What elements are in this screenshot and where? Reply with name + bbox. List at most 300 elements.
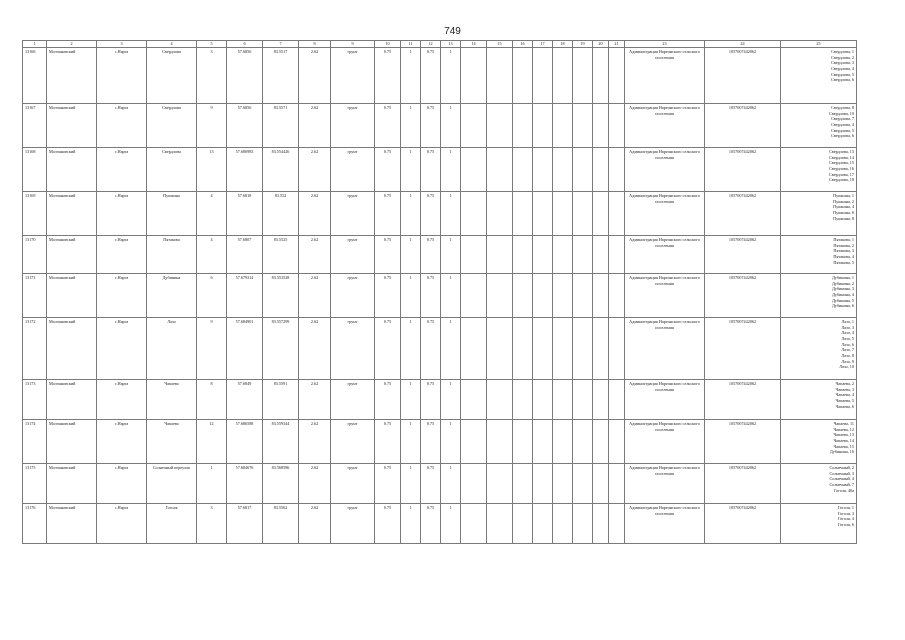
cell-c8: 2.62 <box>299 48 331 104</box>
cell-c21 <box>609 236 625 274</box>
address-line: Пятакова, 3 <box>833 248 854 254</box>
cell-c17 <box>533 148 553 192</box>
address-line: Пятакова, 1 <box>833 237 854 242</box>
cell-lat: 57.6817 <box>227 504 263 544</box>
cell-lat: 57.6856 <box>227 104 263 148</box>
address-line: Дубинина, 5 <box>831 297 854 303</box>
cell-owner: Администрация Наргинского сельского поселения <box>625 380 705 420</box>
cell-addresses <box>781 104 857 148</box>
cell-c11: 1 <box>401 192 421 236</box>
cell-addresses <box>781 148 857 192</box>
cell-c17 <box>533 48 553 104</box>
header-cell: 21 <box>609 41 625 48</box>
cell-c11: 1 <box>401 148 421 192</box>
table-row <box>23 380 857 420</box>
cell-c17 <box>533 236 553 274</box>
cell-addresses <box>781 192 857 236</box>
cell-id: 13176 <box>23 504 47 544</box>
cell-lon: 83.554426 <box>263 148 299 192</box>
cell-c17 <box>533 464 553 504</box>
cell-c13: 1 <box>441 504 461 544</box>
cell-num: 4 <box>197 236 227 274</box>
cell-c10: 0.75 <box>375 504 401 544</box>
cell-surface: грунт <box>331 380 375 420</box>
cell-num: 4 <box>197 192 227 236</box>
cell-id: 13175 <box>23 464 47 504</box>
cell-c15 <box>487 420 513 464</box>
cell-c14 <box>461 236 487 274</box>
address-line: Чапаева, 15 <box>833 443 854 449</box>
cell-ogrn: 1057007442062 <box>705 274 781 318</box>
table-row <box>23 236 857 274</box>
cell-c15 <box>487 192 513 236</box>
cell-ogrn: 1057007442062 <box>705 48 781 104</box>
cell-surface: грунт <box>331 48 375 104</box>
address-line: Чапаева, 5 <box>835 398 854 404</box>
cell-c19 <box>573 236 593 274</box>
cell-c10: 0.75 <box>375 318 401 380</box>
address-line: Пушкина, 6 <box>833 210 854 216</box>
header-cell: 15 <box>487 41 513 48</box>
cell-num: 12 <box>197 420 227 464</box>
cell-c15 <box>487 464 513 504</box>
cell-c12: 0.75 <box>421 464 441 504</box>
cell-id: 13173 <box>23 380 47 420</box>
cell-c19 <box>573 380 593 420</box>
cell-addresses <box>781 274 857 318</box>
table-row <box>23 104 857 148</box>
cell-c12: 0.75 <box>421 318 441 380</box>
header-cell: 9 <box>331 41 375 48</box>
cell-c18 <box>553 104 573 148</box>
cell-c14 <box>461 420 487 464</box>
cell-c12: 0.75 <box>421 104 441 148</box>
cell-surface: грунт <box>331 420 375 464</box>
header-cell: 8 <box>299 41 331 48</box>
cell-c21 <box>609 48 625 104</box>
address-line: Свердлова, 5 <box>831 127 854 133</box>
cell-lat: 57.684676 <box>227 464 263 504</box>
header-cell: 17 <box>533 41 553 48</box>
cell-owner: Администрация Наргинского сельского поселения <box>625 420 705 464</box>
cell-c13: 1 <box>441 104 461 148</box>
cell-lon: 83.5525 <box>263 236 299 274</box>
cell-c11: 1 <box>401 420 421 464</box>
cell-ogrn: 1057007442062 <box>705 380 781 420</box>
address-line: Лазо, 6 <box>841 341 854 347</box>
header-cell: 12 <box>421 41 441 48</box>
cell-ogrn: 1057007442062 <box>705 104 781 148</box>
cell-id: 13172 <box>23 318 47 380</box>
cell-id: 13174 <box>23 420 47 464</box>
address-line: Свердлова, 13 <box>828 149 854 154</box>
cell-c13: 1 <box>441 236 461 274</box>
address-line: Лазо, 1 <box>841 319 854 324</box>
cell-c16 <box>513 148 533 192</box>
address-line: Гоголя, 3 <box>837 510 854 516</box>
cell-surface: грунт <box>331 318 375 380</box>
cell-c14 <box>461 48 487 104</box>
cell-id: 13169 <box>23 192 47 236</box>
cell-c20 <box>593 380 609 420</box>
cell-c8: 2.62 <box>299 192 331 236</box>
cell-c12: 0.75 <box>421 236 441 274</box>
cell-c16 <box>513 420 533 464</box>
cell-id: 13166 <box>23 48 47 104</box>
cell-c12: 0.75 <box>421 420 441 464</box>
address-line: Гоголя, 40а <box>834 487 854 493</box>
address-line: Свердлова, 14 <box>828 154 854 160</box>
cell-c20 <box>593 236 609 274</box>
cell-c15 <box>487 380 513 420</box>
address-line: Свердлова, 6 <box>831 77 854 83</box>
cell-c8: 2.62 <box>299 274 331 318</box>
cell-c13: 1 <box>441 274 461 318</box>
registry-table <box>22 40 857 544</box>
address-line: Пушкина, 4 <box>833 204 854 210</box>
cell-owner: Администрация Наргинского сельского поселения <box>625 464 705 504</box>
cell-c10: 0.75 <box>375 464 401 504</box>
cell-c21 <box>609 274 625 318</box>
address-line: Лазо, 3 <box>841 324 854 330</box>
cell-c8: 2.62 <box>299 236 331 274</box>
cell-id: 13168 <box>23 148 47 192</box>
cell-district: Молчановский <box>47 318 97 380</box>
cell-c21 <box>609 504 625 544</box>
cell-street: Солнечный переулок <box>147 464 197 504</box>
cell-c15 <box>487 104 513 148</box>
cell-c14 <box>461 192 487 236</box>
cell-c14 <box>461 148 487 192</box>
cell-street: Лазо <box>147 318 197 380</box>
cell-num: 13 <box>197 148 227 192</box>
address-line: Гоголя, 1 <box>837 505 854 510</box>
cell-owner: Администрация Наргинского сельского поселения <box>625 236 705 274</box>
cell-c10: 0.75 <box>375 148 401 192</box>
cell-c17 <box>533 104 553 148</box>
cell-c16 <box>513 236 533 274</box>
cell-c19 <box>573 148 593 192</box>
cell-c13: 1 <box>441 380 461 420</box>
cell-lat: 57.686983 <box>227 148 263 192</box>
cell-lat: 57.686588 <box>227 420 263 464</box>
cell-c14 <box>461 104 487 148</box>
cell-owner: Администрация Наргинского сельского поселения <box>625 318 705 380</box>
cell-lat: 57.679314 <box>227 274 263 318</box>
address-line: Свердлова, 17 <box>828 171 854 177</box>
cell-surface: грунт <box>331 148 375 192</box>
header-cell: 1 <box>23 41 47 48</box>
cell-district: Молчановский <box>47 464 97 504</box>
address-line: Солнечный, 2 <box>829 465 854 470</box>
table-row <box>23 420 857 464</box>
cell-c21 <box>609 420 625 464</box>
cell-street: Дубинина <box>147 274 197 318</box>
address-line: Лазо, 4 <box>841 330 854 336</box>
cell-num: 9 <box>197 104 227 148</box>
cell-num: 8 <box>197 380 227 420</box>
header-cell: 20 <box>593 41 609 48</box>
cell-street: Гоголя <box>147 504 197 544</box>
cell-c15 <box>487 274 513 318</box>
cell-c15 <box>487 48 513 104</box>
address-line: Свердлова, 8 <box>831 105 854 110</box>
cell-c17 <box>533 504 553 544</box>
cell-ogrn: 1057007442062 <box>705 148 781 192</box>
cell-street: Пятакова <box>147 236 197 274</box>
cell-num: 6 <box>197 274 227 318</box>
cell-district: Молчановский <box>47 420 97 464</box>
cell-district: Молчановский <box>47 236 97 274</box>
cell-lon: 83.5571 <box>263 104 299 148</box>
address-line: Чапаева, 13 <box>833 432 854 438</box>
cell-lon: 83.568586 <box>263 464 299 504</box>
address-line: Пушкина, 8 <box>833 215 854 221</box>
cell-ogrn: 1057007442062 <box>705 464 781 504</box>
cell-district: Молчановский <box>47 104 97 148</box>
cell-id: 13171 <box>23 274 47 318</box>
cell-c10: 0.75 <box>375 274 401 318</box>
cell-c20 <box>593 420 609 464</box>
header-cell: 18 <box>553 41 573 48</box>
cell-c8: 2.62 <box>299 464 331 504</box>
cell-c21 <box>609 464 625 504</box>
cell-c19 <box>573 48 593 104</box>
cell-c15 <box>487 148 513 192</box>
table-row <box>23 48 857 104</box>
address-line: Дубинина, 1 <box>831 275 854 280</box>
cell-c16 <box>513 464 533 504</box>
header-cell: 19 <box>573 41 593 48</box>
address-line: Лазо, 10 <box>839 364 854 370</box>
cell-c18 <box>553 48 573 104</box>
address-line: Пятакова, 4 <box>833 254 854 260</box>
cell-c17 <box>533 380 553 420</box>
address-line: Чапаева, 6 <box>835 403 854 409</box>
table-row <box>23 274 857 318</box>
address-line: Гоголя, 6 <box>837 522 854 528</box>
header-cell: 10 <box>375 41 401 48</box>
cell-num: 9 <box>197 318 227 380</box>
cell-c19 <box>573 464 593 504</box>
header-cell: 23 <box>625 41 705 48</box>
cell-c17 <box>533 274 553 318</box>
cell-district: Молчановский <box>47 504 97 544</box>
cell-surface: грунт <box>331 236 375 274</box>
address-line: Пятакова, 2 <box>833 242 854 248</box>
cell-num: 3 <box>197 504 227 544</box>
cell-lat: 57.684901 <box>227 318 263 380</box>
cell-owner: Администрация Наргинского сельского поселения <box>625 48 705 104</box>
cell-c21 <box>609 104 625 148</box>
cell-ogrn: 1057007442062 <box>705 192 781 236</box>
table-row <box>23 504 857 544</box>
address-line: Солнечный, 7 <box>829 482 854 488</box>
cell-c17 <box>533 318 553 380</box>
address-line: Дубинина, 3 <box>831 286 854 292</box>
cell-settlement: с.Нарга <box>97 104 147 148</box>
cell-c8: 2.62 <box>299 420 331 464</box>
cell-c19 <box>573 104 593 148</box>
address-line: Чапаева, 14 <box>833 438 854 444</box>
cell-c12: 0.75 <box>421 380 441 420</box>
cell-id: 13170 <box>23 236 47 274</box>
address-line: Солнечный, 4 <box>829 476 854 482</box>
cell-ogrn: 1057007442062 <box>705 318 781 380</box>
cell-c18 <box>553 380 573 420</box>
cell-c8: 2.62 <box>299 148 331 192</box>
cell-c15 <box>487 318 513 380</box>
cell-c12: 0.75 <box>421 274 441 318</box>
cell-owner: Администрация Наргинского сельского поселения <box>625 274 705 318</box>
header-cell: 11 <box>401 41 421 48</box>
cell-c21 <box>609 380 625 420</box>
address-line: Свердлова, 2 <box>831 54 854 60</box>
cell-c13: 1 <box>441 420 461 464</box>
cell-street: Свердлова <box>147 48 197 104</box>
cell-c16 <box>513 380 533 420</box>
cell-lon: 83.553528 <box>263 274 299 318</box>
cell-c19 <box>573 274 593 318</box>
cell-lon: 83.5517 <box>263 48 299 104</box>
cell-district: Молчановский <box>47 148 97 192</box>
cell-district: Молчановский <box>47 192 97 236</box>
address-line: Чапаева, 2 <box>835 381 854 386</box>
cell-c8: 2.62 <box>299 104 331 148</box>
cell-c15 <box>487 504 513 544</box>
cell-settlement: с.Нарга <box>97 464 147 504</box>
cell-c12: 0.75 <box>421 504 441 544</box>
cell-lat: 57.6856 <box>227 48 263 104</box>
cell-street: Пушкина <box>147 192 197 236</box>
cell-c17 <box>533 420 553 464</box>
cell-surface: грунт <box>331 504 375 544</box>
cell-c13: 1 <box>441 464 461 504</box>
cell-addresses <box>781 464 857 504</box>
cell-c12: 0.75 <box>421 48 441 104</box>
address-line: Свердлова, 4 <box>831 66 854 72</box>
cell-lon: 83.552 <box>263 192 299 236</box>
header-cell: 6 <box>227 41 263 48</box>
cell-c20 <box>593 464 609 504</box>
cell-c10: 0.75 <box>375 380 401 420</box>
header-cell: 13 <box>441 41 461 48</box>
cell-settlement: с.Нарга <box>97 148 147 192</box>
cell-street: Чапаева <box>147 380 197 420</box>
cell-c8: 2.62 <box>299 380 331 420</box>
cell-c19 <box>573 504 593 544</box>
address-line: Свердлова, 1 <box>831 49 854 54</box>
cell-street: Свердлова <box>147 104 197 148</box>
cell-settlement: с.Нарга <box>97 192 147 236</box>
cell-c19 <box>573 192 593 236</box>
cell-c11: 1 <box>401 104 421 148</box>
cell-lon: 83.5591 <box>263 380 299 420</box>
cell-c18 <box>553 318 573 380</box>
cell-id: 13167 <box>23 104 47 148</box>
cell-c20 <box>593 148 609 192</box>
cell-c13: 1 <box>441 192 461 236</box>
cell-c13: 1 <box>441 318 461 380</box>
cell-owner: Администрация Наргинского сельского поселения <box>625 148 705 192</box>
header-cell: 24 <box>705 41 781 48</box>
cell-c13: 1 <box>441 148 461 192</box>
header-cell: 5 <box>197 41 227 48</box>
cell-c20 <box>593 48 609 104</box>
address-line: Чапаева, 11 <box>833 421 854 426</box>
cell-addresses <box>781 380 857 420</box>
cell-street: Чапаева <box>147 420 197 464</box>
cell-c12: 0.75 <box>421 148 441 192</box>
cell-c16 <box>513 318 533 380</box>
cell-c11: 1 <box>401 464 421 504</box>
cell-district: Молчановский <box>47 380 97 420</box>
address-line: Свердлова, 4 <box>831 122 854 128</box>
address-line: Свердлова, 15 <box>828 160 854 166</box>
table-row <box>23 318 857 380</box>
cell-lon: 83.5562 <box>263 504 299 544</box>
address-line: Свердлова, 10 <box>828 110 854 116</box>
address-line: Лазо, 7 <box>841 347 854 353</box>
cell-surface: грунт <box>331 192 375 236</box>
cell-surface: грунт <box>331 274 375 318</box>
table-row <box>23 192 857 236</box>
cell-ogrn: 1057007442062 <box>705 504 781 544</box>
cell-c14 <box>461 274 487 318</box>
cell-lat: 57.6849 <box>227 380 263 420</box>
cell-c16 <box>513 274 533 318</box>
cell-c20 <box>593 274 609 318</box>
header-cell: 4 <box>147 41 197 48</box>
cell-c21 <box>609 148 625 192</box>
address-line: Пушкина, 1 <box>833 193 854 198</box>
header-cell: 16 <box>513 41 533 48</box>
header-cell: 25 <box>781 41 857 48</box>
cell-c20 <box>593 192 609 236</box>
address-line: Свердлова, 6 <box>831 133 854 139</box>
cell-c16 <box>513 192 533 236</box>
cell-lat: 57.6807 <box>227 236 263 274</box>
address-line: Лазо, 9 <box>841 358 854 364</box>
address-line: Пушкина, 2 <box>833 198 854 204</box>
cell-c21 <box>609 192 625 236</box>
header-row <box>23 41 857 48</box>
cell-c18 <box>553 192 573 236</box>
address-line: Свердлова, 18 <box>828 177 854 183</box>
cell-settlement: с.Нарга <box>97 236 147 274</box>
cell-lon: 83.559344 <box>263 420 299 464</box>
cell-c16 <box>513 104 533 148</box>
cell-lon: 83.557299 <box>263 318 299 380</box>
address-line: Лазо, 8 <box>841 353 854 359</box>
cell-settlement: с.Нарга <box>97 380 147 420</box>
cell-c11: 1 <box>401 48 421 104</box>
address-line: Свердлова, 5 <box>831 71 854 77</box>
cell-c18 <box>553 420 573 464</box>
cell-addresses <box>781 420 857 464</box>
cell-c8: 2.62 <box>299 504 331 544</box>
table-row <box>23 464 857 504</box>
cell-c15 <box>487 236 513 274</box>
cell-c10: 0.75 <box>375 236 401 274</box>
address-line: Дубинина, 16 <box>829 449 854 455</box>
cell-c11: 1 <box>401 274 421 318</box>
cell-c10: 0.75 <box>375 192 401 236</box>
cell-c18 <box>553 148 573 192</box>
cell-c13: 1 <box>441 48 461 104</box>
cell-c20 <box>593 504 609 544</box>
cell-district: Молчановский <box>47 274 97 318</box>
